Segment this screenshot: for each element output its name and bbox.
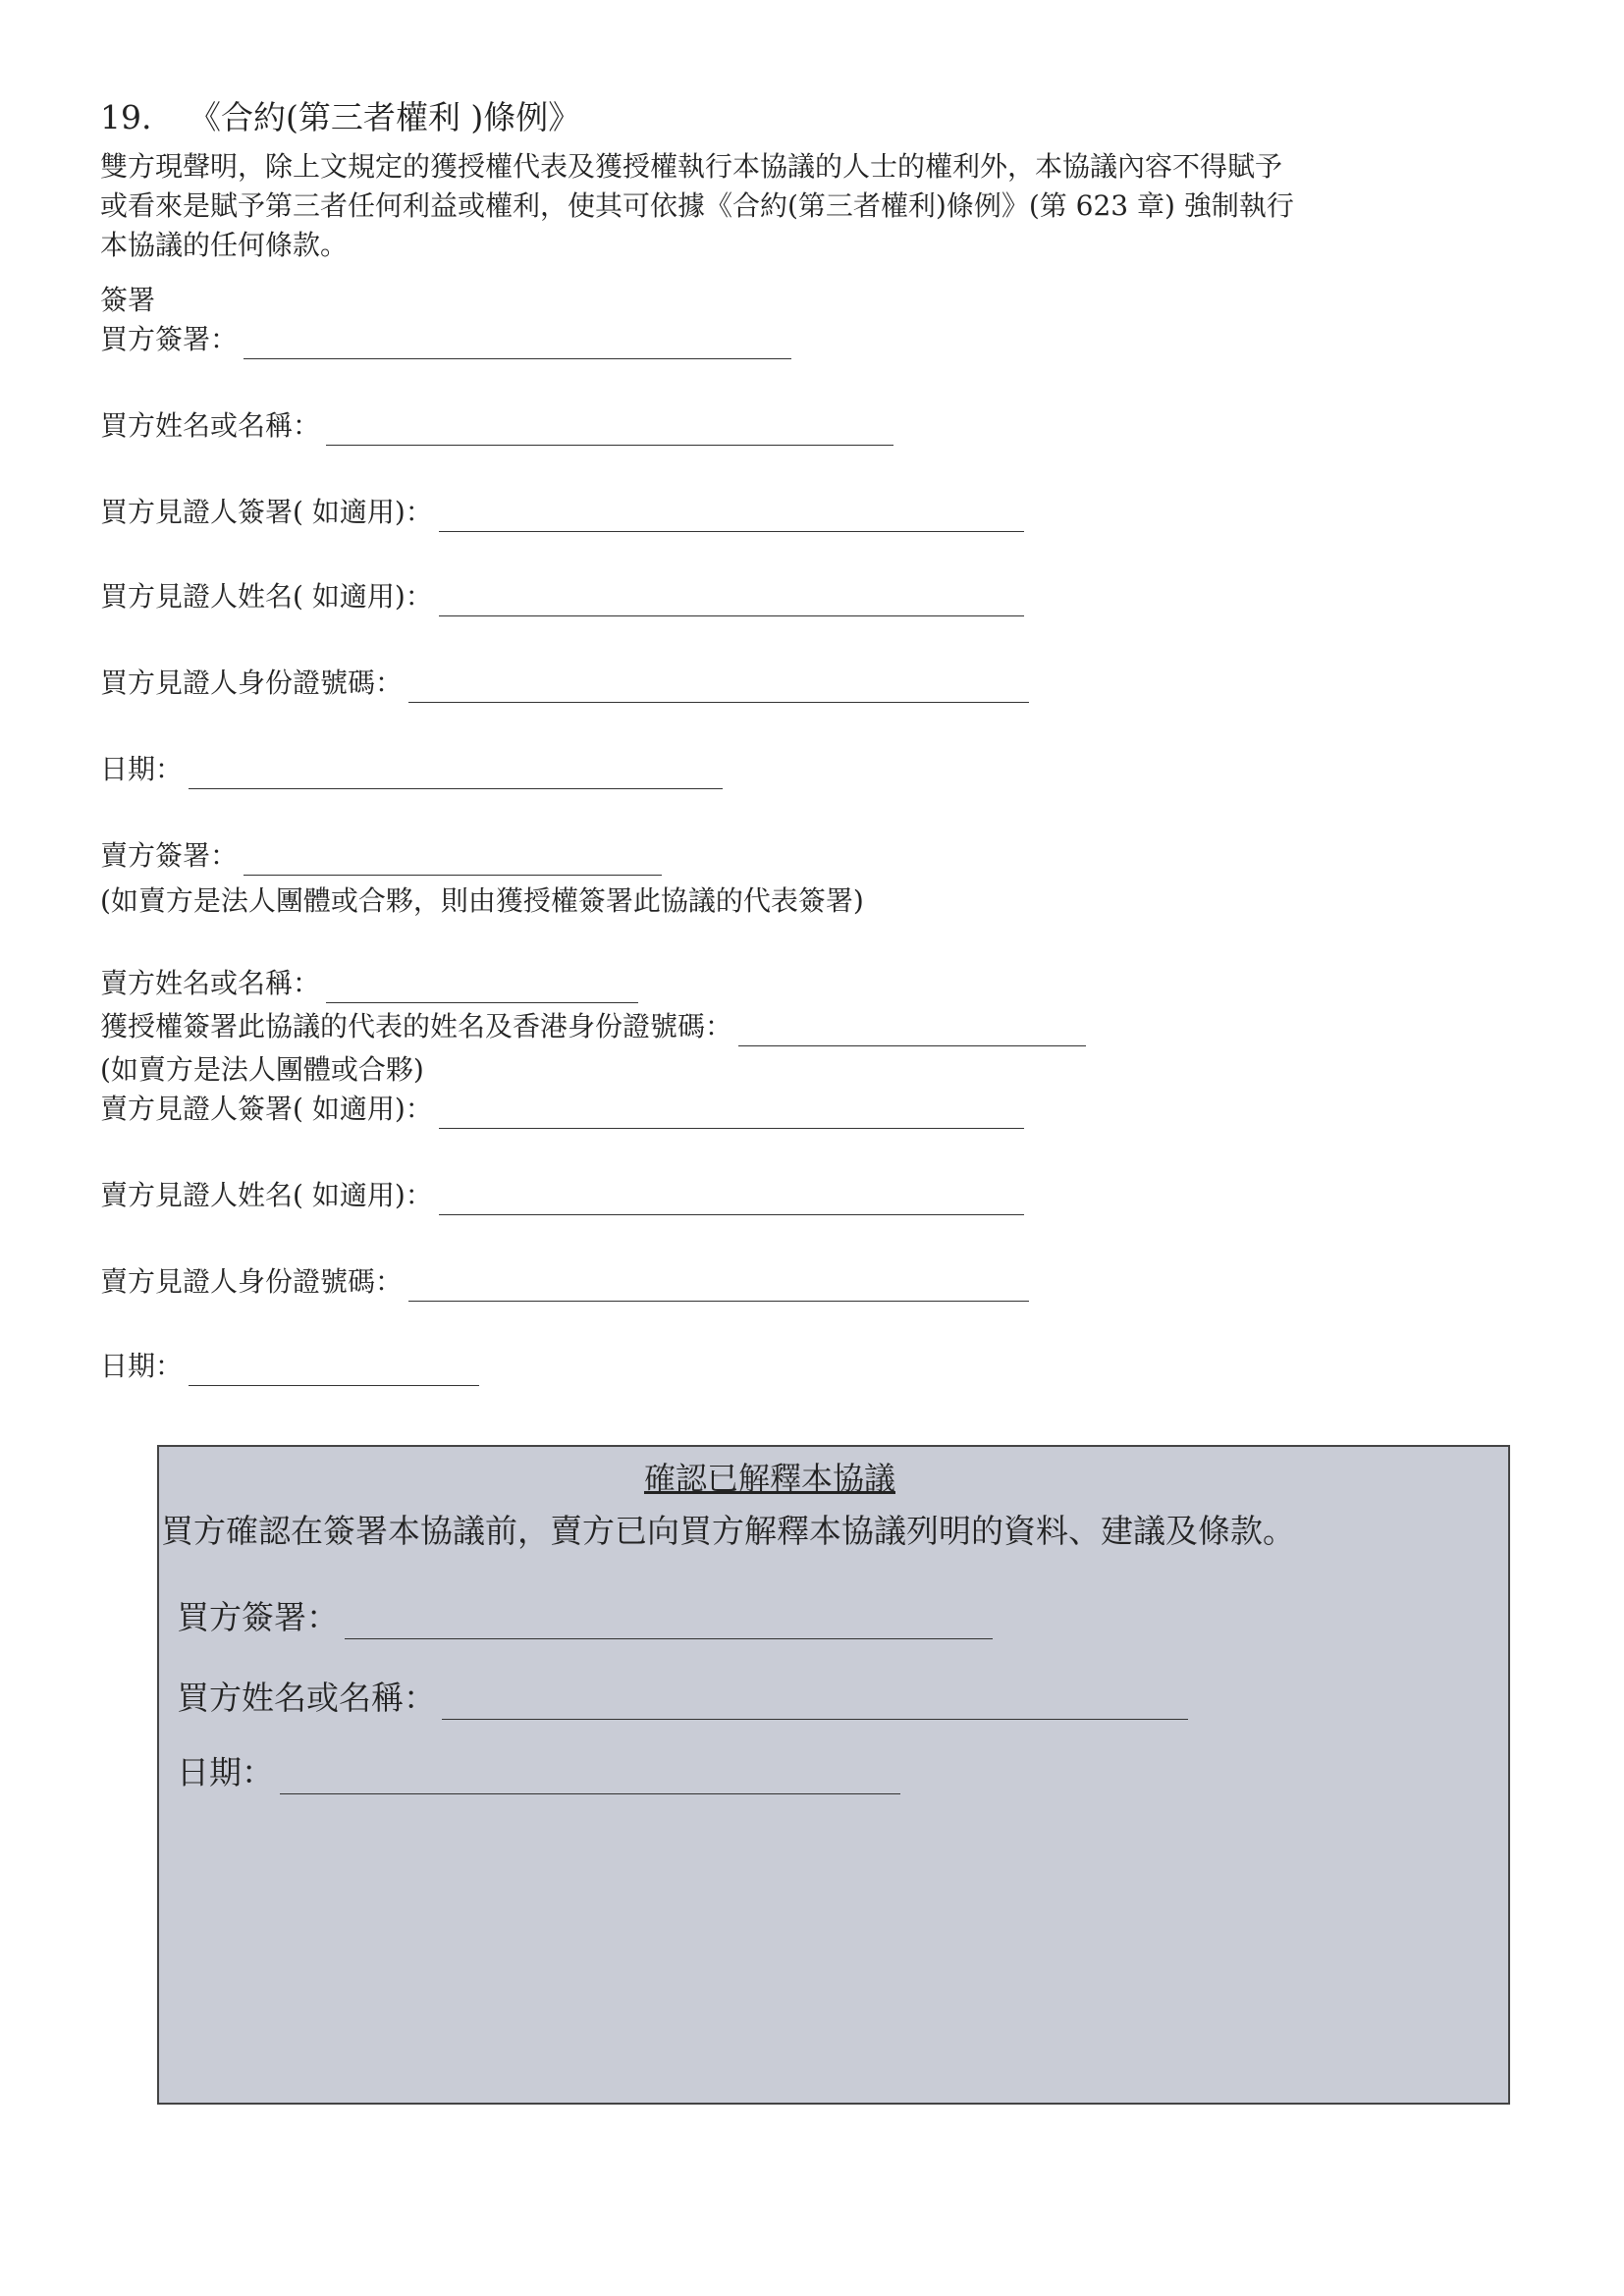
buyer-witness-id-line[interactable] — [408, 668, 1029, 703]
seller-witness-name-field[interactable] — [100, 1176, 1024, 1219]
seller-signature-line[interactable] — [244, 841, 662, 876]
section-title: 《合約(第三者權利 )條例》 — [189, 98, 581, 136]
seller-witness-signature-field[interactable] — [100, 1090, 1024, 1133]
section-number: 19. — [100, 98, 152, 136]
seller-name-field[interactable] — [100, 964, 638, 1007]
signature-heading: 簽署 — [100, 284, 156, 316]
buyer-signature-field[interactable] — [100, 320, 791, 363]
seller-witness-name-label: 賣方見證人姓名( 如適用)： — [100, 1179, 433, 1211]
buyer-name-line[interactable] — [326, 411, 893, 446]
seller-name-line[interactable] — [326, 969, 638, 1003]
buyer-witness-signature-label: 買方見證人簽署( 如適用)： — [100, 496, 433, 528]
seller-witness-name-line[interactable] — [439, 1181, 1024, 1215]
seller-witness-signature-label: 賣方見證人簽署( 如適用)： — [100, 1093, 433, 1125]
paragraph-line: 或看來是賦予第三者任何利益或權利，使其可依據《合約(第三者權利)條例》(第 623 章) 強制執行 — [100, 189, 1294, 222]
seller-date-label: 日期： — [100, 1350, 184, 1382]
seller-witness-signature-line[interactable] — [439, 1095, 1024, 1129]
ack-buyer-name-label: 買方姓名或名稱： — [177, 1679, 436, 1717]
acknowledgement-box — [157, 1445, 1510, 2105]
buyer-date-line[interactable] — [189, 755, 723, 789]
seller-witness-id-line[interactable] — [408, 1267, 1029, 1302]
buyer-witness-signature-field[interactable] — [100, 493, 1024, 536]
seller-name-label: 賣方姓名或名稱： — [100, 967, 321, 999]
seller-rep-note: (如賣方是法人團體或合夥) — [100, 1053, 424, 1086]
ack-buyer-signature-field[interactable] — [177, 1596, 993, 1641]
seller-witness-id-label: 賣方見證人身份證號碼： — [100, 1265, 404, 1298]
acknowledgement-title: 確認已解釋本協議 — [643, 1460, 895, 1497]
seller-signature-note: (如賣方是法人團體或合夥，則由獲授權簽署此協議的代表簽署) — [100, 884, 864, 917]
buyer-witness-id-field[interactable] — [100, 664, 1029, 707]
seller-rep-line[interactable] — [738, 1012, 1086, 1046]
buyer-signature-label: 買方簽署： — [100, 323, 239, 355]
paragraph-line: 雙方現聲明，除上文規定的獲授權代表及獲授權執行本協議的人士的權利外，本協議內容不得賦予 — [100, 150, 1283, 183]
ack-buyer-signature-line[interactable] — [345, 1603, 993, 1639]
ack-buyer-name-field[interactable] — [177, 1677, 1188, 1722]
buyer-name-field[interactable] — [100, 406, 893, 450]
seller-witness-id-field[interactable] — [100, 1262, 1029, 1306]
buyer-date-field[interactable] — [100, 750, 723, 793]
seller-rep-label: 獲授權簽署此協議的代表的姓名及香港身份證號碼： — [100, 1010, 733, 1042]
ack-date-field[interactable] — [177, 1751, 900, 1796]
acknowledgement-title-row — [159, 1457, 1508, 1500]
buyer-witness-signature-line[interactable] — [439, 498, 1024, 532]
paragraph-line: 本協議的任何條款。 — [100, 229, 349, 261]
ack-date-line[interactable] — [280, 1758, 900, 1794]
section-paragraph — [100, 147, 1514, 265]
seller-signature-field[interactable] — [100, 836, 662, 880]
buyer-witness-name-line[interactable] — [439, 582, 1024, 616]
buyer-signature-line[interactable] — [244, 325, 791, 359]
section-heading — [100, 96, 580, 139]
acknowledgement-statement: 買方確認在簽署本協議前，賣方已向買方解釋本協議列明的資料、建議及條款。 — [161, 1512, 1295, 1550]
seller-date-field[interactable] — [100, 1347, 479, 1390]
ack-buyer-name-line[interactable] — [442, 1683, 1188, 1720]
buyer-witness-id-label: 買方見證人身份證號碼： — [100, 667, 404, 699]
seller-date-line[interactable] — [189, 1352, 479, 1386]
buyer-name-label: 買方姓名或名稱： — [100, 409, 321, 442]
buyer-witness-name-label: 買方見證人姓名( 如適用)： — [100, 580, 433, 613]
seller-rep-field[interactable] — [100, 1007, 1086, 1050]
buyer-date-label: 日期： — [100, 753, 184, 785]
ack-date-label: 日期： — [177, 1753, 274, 1791]
ack-buyer-signature-label: 買方簽署： — [177, 1598, 339, 1636]
seller-signature-label: 賣方簽署： — [100, 839, 239, 872]
buyer-witness-name-field[interactable] — [100, 577, 1024, 620]
